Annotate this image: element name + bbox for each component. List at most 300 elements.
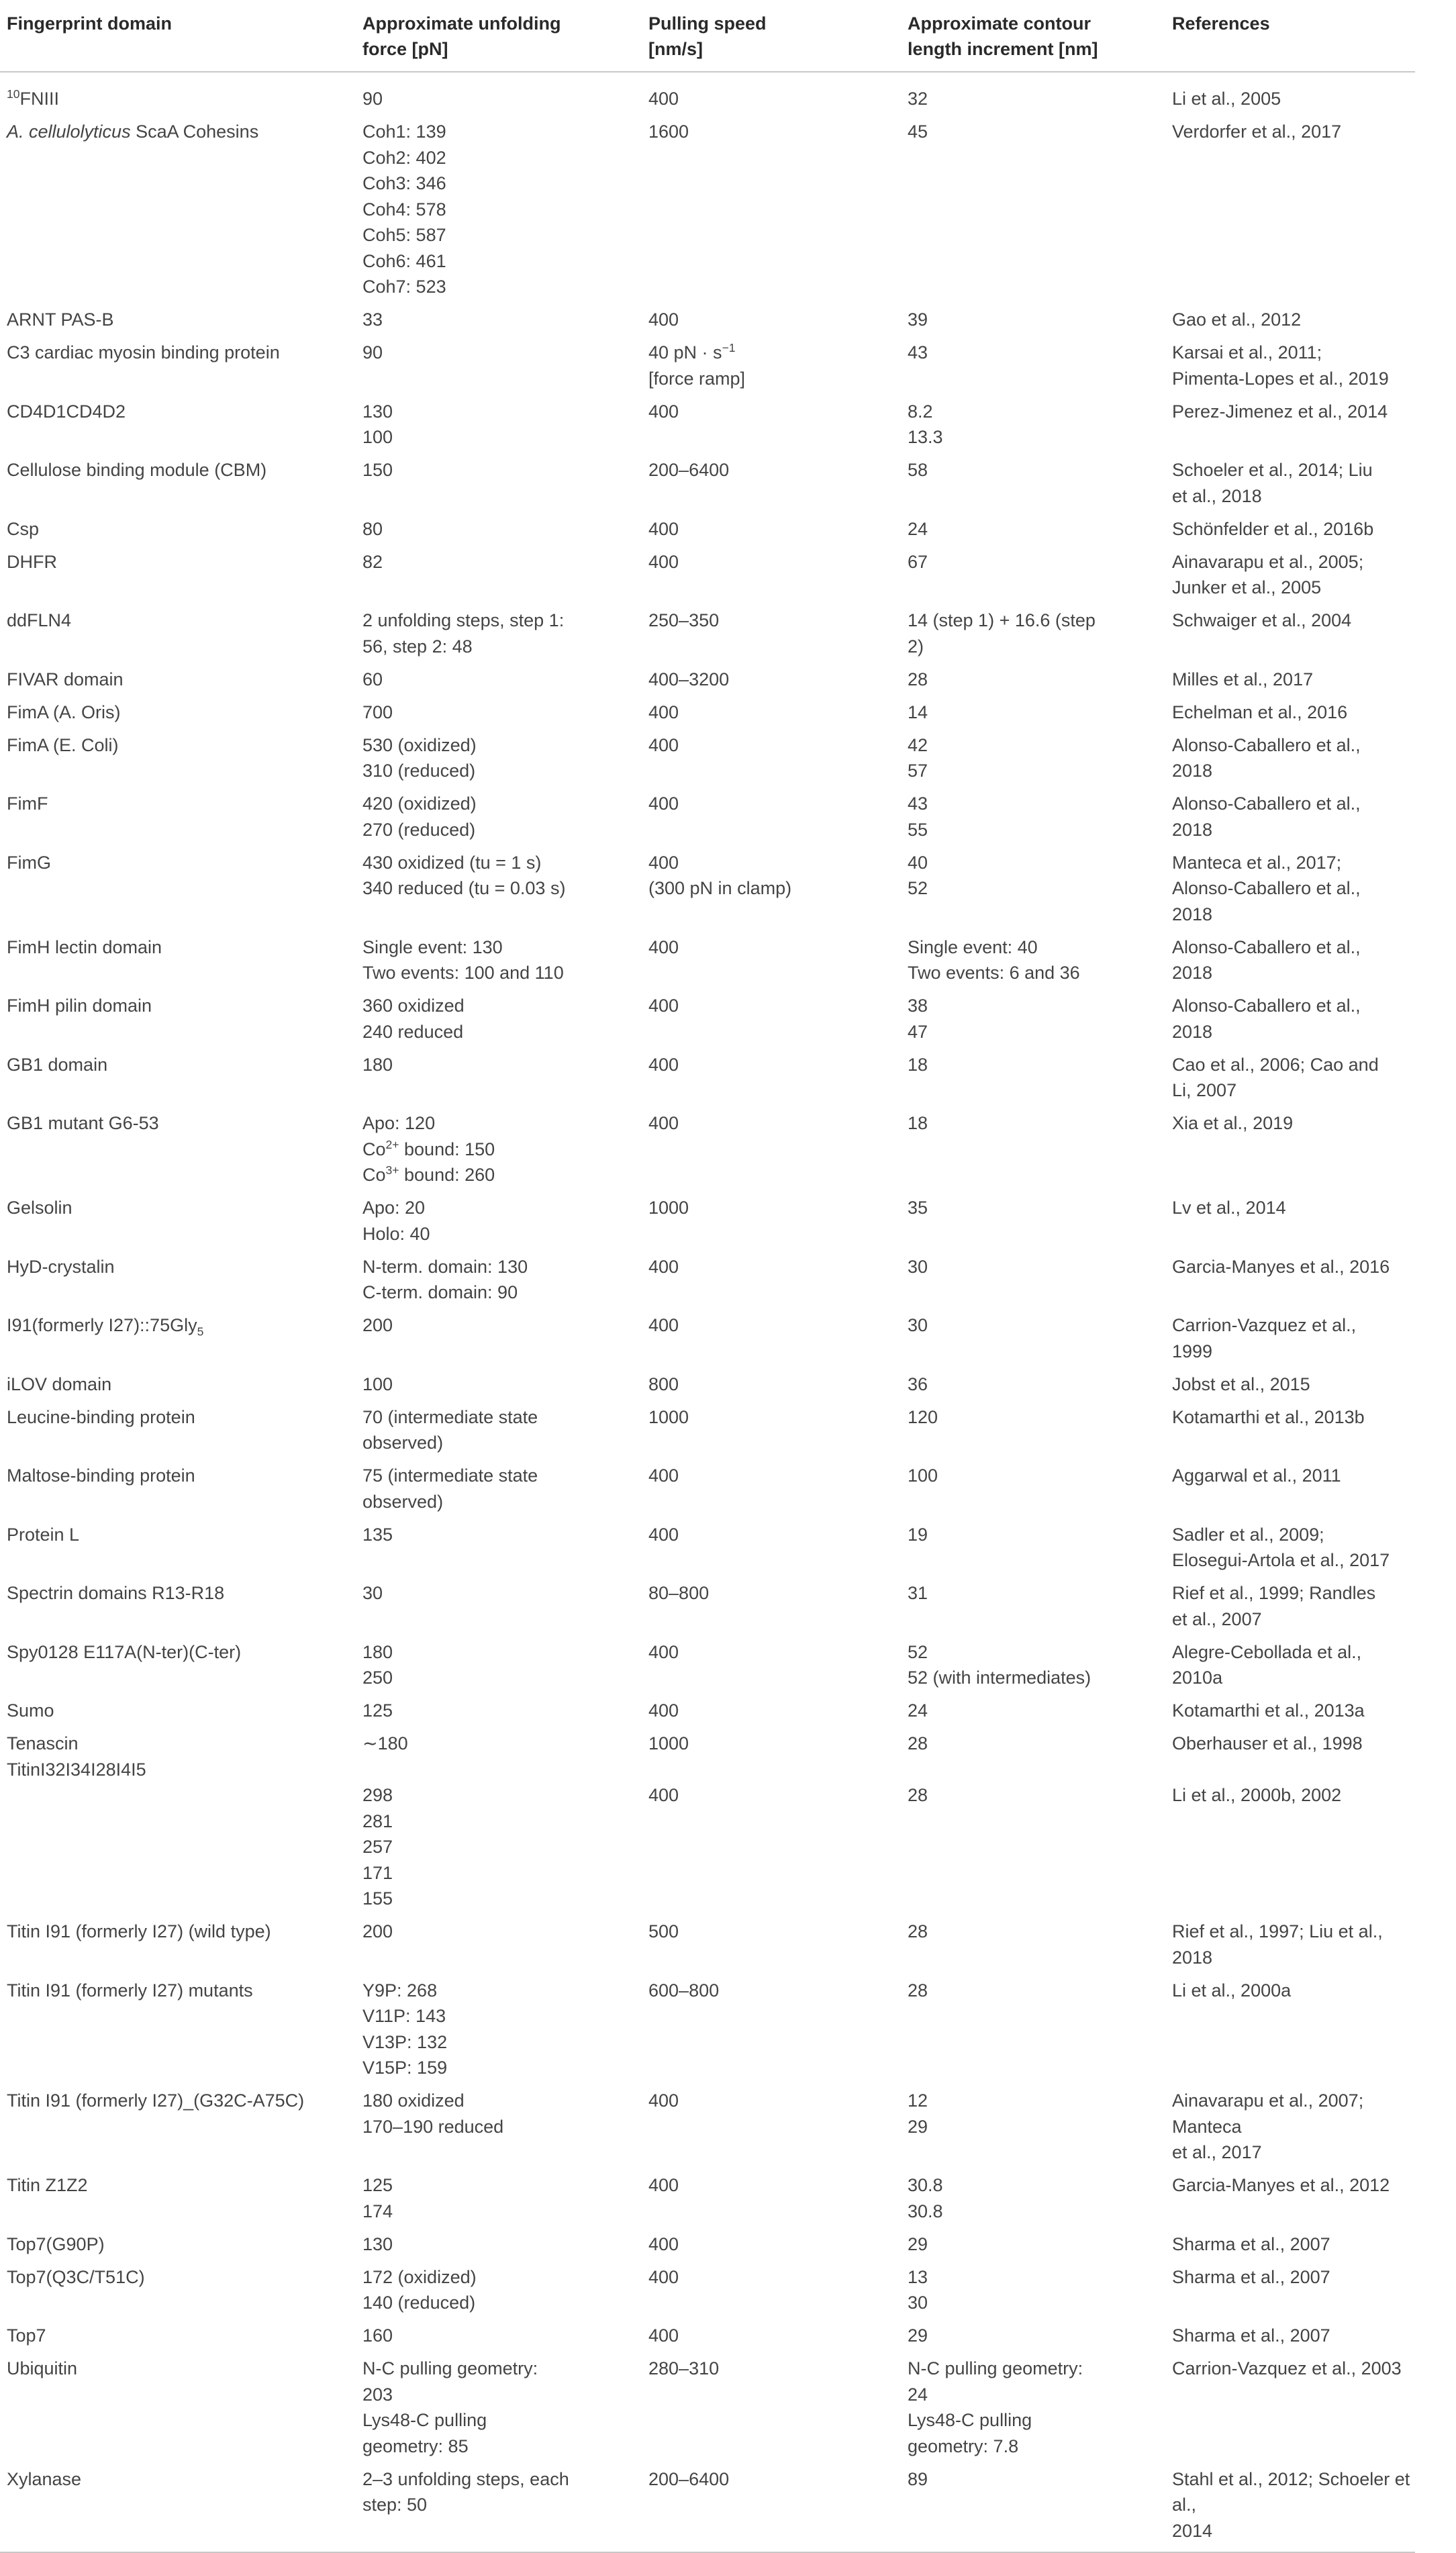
domain-cell <box>0 516 356 549</box>
domain-cell <box>0 1639 356 1698</box>
contour-cell <box>901 1919 1165 1978</box>
cell-line: Single event: 40 <box>908 936 1038 957</box>
reference-cell <box>1165 340 1415 399</box>
speed-cell <box>642 1312 901 1371</box>
speed-cell <box>642 549 901 608</box>
domain-cell <box>0 1254 356 1313</box>
header-line: Pulling speed <box>648 13 767 34</box>
cell-line: 400 <box>648 936 679 957</box>
speed-cell <box>642 2323 901 2356</box>
force-cell <box>356 1919 642 1978</box>
reference-cell <box>1165 2172 1415 2231</box>
reference-cell <box>1165 1698 1415 1731</box>
cell-line: Apo: 20 <box>362 1198 426 1218</box>
cell-line: Xylanase <box>7 2468 82 2489</box>
cell-line: FimH lectin domain <box>7 936 162 957</box>
force-cell <box>356 1463 642 1522</box>
domain-cell <box>0 1919 356 1978</box>
cell-line: 39 <box>908 309 928 330</box>
cell-line: Tenascin <box>7 1733 79 1753</box>
table-row <box>0 1312 1415 1371</box>
reference-cell <box>1165 2231 1415 2264</box>
force-cell <box>356 1312 642 1371</box>
speed-cell <box>642 700 901 732</box>
cell-line: 29 <box>908 2233 928 2254</box>
speed-cell <box>642 2088 901 2172</box>
contour-cell <box>901 993 1165 1052</box>
force-cell <box>356 850 642 934</box>
cell-line: Ubiquitin <box>7 2358 78 2378</box>
domain-cell <box>0 1110 356 1195</box>
force-cell <box>356 399 642 458</box>
force-cell <box>356 2466 642 2553</box>
fingerprint-domains-table <box>0 1 1415 2553</box>
contour-cell <box>901 1110 1165 1195</box>
force-cell <box>356 700 642 732</box>
cell-line: [force ramp] <box>648 368 746 389</box>
cell-line: Spy0128 E117A(N-ter)(C-ter) <box>7 1641 242 1662</box>
cell-line: 400 <box>648 1641 679 1662</box>
cell-line: Sumo <box>7 1700 54 1721</box>
cell-line: 360 oxidized <box>362 996 465 1016</box>
speed-cell <box>642 1580 901 1639</box>
cell-line: 24 <box>908 1700 928 1721</box>
table-row <box>0 1404 1415 1463</box>
force-cell <box>356 2231 642 2264</box>
cell-line: 400 <box>648 2325 679 2346</box>
cell-line: geometry: 85 <box>362 2436 469 2456</box>
cell-line: FimF <box>7 793 48 814</box>
cell-line: FIVAR domain <box>7 669 124 689</box>
cell-line <box>1172 1757 1415 1783</box>
domain-cell <box>0 1052 356 1111</box>
contour-cell <box>901 2231 1165 2264</box>
cell-line: 75 (intermediate state <box>362 1465 538 1486</box>
contour-cell <box>901 608 1165 667</box>
cell-line: 30 <box>362 1583 383 1603</box>
force-cell <box>356 457 642 516</box>
cell-line: 400 <box>648 852 679 873</box>
cell-line: Li, 2007 <box>1172 1080 1237 1100</box>
contour-cell <box>901 1195 1165 1254</box>
cell-line: GB1 domain <box>7 1054 108 1075</box>
cell-line: Y9P: 268 <box>362 1980 438 2001</box>
cell-line: 400 <box>648 734 679 755</box>
force-cell <box>356 119 642 307</box>
cell-line: Titin I91 (formerly I27) mutants <box>7 1980 253 2001</box>
cell-line: 56, step 2: 48 <box>362 636 473 657</box>
cell-line: Li et al., 2000b, 2002 <box>1172 1785 1342 1805</box>
cell-line: 400 <box>648 1054 679 1075</box>
cell-line: N-term. domain: 130 <box>362 1256 528 1277</box>
cell-line: Alonso-Caballero et al., <box>1172 793 1361 814</box>
reference-cell <box>1165 1404 1415 1463</box>
domain-cell <box>0 732 356 791</box>
cell-line: 32 <box>908 89 928 109</box>
cell-line: 1000 <box>648 1198 689 1218</box>
table-row <box>0 791 1415 850</box>
cell-line: A. cellulolyticus ScaA Cohesins <box>7 122 259 142</box>
cell-line: 58 <box>908 460 928 480</box>
domain-cell <box>0 2172 356 2231</box>
cell-line: 400 <box>648 401 679 422</box>
reference-cell <box>1165 1580 1415 1639</box>
table-row <box>0 1110 1415 1195</box>
table-row <box>0 850 1415 934</box>
cell-line: 2) <box>908 636 924 657</box>
speed-cell <box>642 2264 901 2323</box>
cell-line: Spectrin domains R13-R18 <box>7 1583 225 1603</box>
reference-cell <box>1165 791 1415 850</box>
cell-line: 250–350 <box>648 610 720 630</box>
cell-line: Ainavarapu et al., 2007; Manteca <box>1172 2090 1364 2137</box>
contour-cell <box>901 307 1165 340</box>
contour-cell <box>901 1522 1165 1581</box>
domain-cell <box>0 1312 356 1371</box>
cell-line: N-C pulling geometry: <box>908 2358 1083 2378</box>
contour-cell <box>901 1698 1165 1731</box>
force-cell <box>356 791 642 850</box>
table-row <box>0 1254 1415 1313</box>
table-row <box>0 1580 1415 1639</box>
cell-line: 13 <box>908 2266 928 2287</box>
cell-line: 47 <box>908 1021 928 1042</box>
cell-line: FimG <box>7 852 51 873</box>
cell-line: 530 (oxidized) <box>362 734 477 755</box>
table-row <box>0 1978 1415 2088</box>
table-row <box>0 1195 1415 1254</box>
force-cell <box>356 608 642 667</box>
cell-line: 30 <box>908 1256 928 1277</box>
table-row <box>0 307 1415 340</box>
table-row <box>0 1919 1415 1978</box>
reference-cell <box>1165 516 1415 549</box>
speed-cell <box>642 2356 901 2466</box>
cell-line: 52 <box>908 878 928 898</box>
cell-line: 67 <box>908 551 928 572</box>
cell-line: et al., 2007 <box>1172 1608 1262 1629</box>
force-cell <box>356 1731 642 1919</box>
force-cell <box>356 1698 642 1731</box>
domain-cell <box>0 993 356 1052</box>
cell-line: 130 <box>362 401 393 422</box>
cell-line: FimA (E. Coli) <box>7 734 119 755</box>
cell-line: DHFR <box>7 551 57 572</box>
cell-line: observed) <box>362 1491 444 1512</box>
reference-cell <box>1165 2088 1415 2172</box>
speed-cell <box>642 1919 901 1978</box>
contour-cell <box>901 1580 1165 1639</box>
cell-line: 400 <box>648 1700 679 1721</box>
cell-line: 700 <box>362 702 393 722</box>
cell-line: Li et al., 2000a <box>1172 1980 1292 2001</box>
contour-cell <box>901 72 1165 119</box>
contour-cell <box>901 934 1165 994</box>
contour-cell <box>901 791 1165 850</box>
cell-line: Manteca et al., 2017; <box>1172 852 1342 873</box>
domain-cell <box>0 72 356 119</box>
cell-line: Maltose-binding protein <box>7 1465 195 1486</box>
header-line: force [pN] <box>362 39 448 59</box>
cell-line: 90 <box>362 89 383 109</box>
cell-line: ∼180 <box>362 1733 408 1753</box>
cell-line: V13P: 132 <box>362 2031 448 2052</box>
speed-cell <box>642 1978 901 2088</box>
cell-line: N-C pulling geometry: <box>362 2358 538 2378</box>
cell-line: 400 <box>648 1785 679 1805</box>
domain-cell <box>0 1463 356 1522</box>
cell-line <box>648 1757 901 1783</box>
reference-cell <box>1165 993 1415 1052</box>
cell-line: Kotamarthi et al., 2013a <box>1172 1700 1365 1721</box>
reference-cell <box>1165 1195 1415 1254</box>
cell-line: Titin I91 (formerly I27)_(G32C-A75C) <box>7 2090 305 2111</box>
table-row <box>0 2356 1415 2466</box>
table-row <box>0 399 1415 458</box>
cell-line: 400 <box>648 2266 679 2287</box>
cell-line: (300 pN in clamp) <box>648 878 792 898</box>
column-header-speed <box>642 1 901 72</box>
cell-line: 125 <box>362 1700 393 1721</box>
force-cell <box>356 549 642 608</box>
cell-line: Carrion-Vazquez et al., 2003 <box>1172 2358 1402 2378</box>
cell-line: 38 <box>908 996 928 1016</box>
cell-line: Top7(G90P) <box>7 2233 105 2254</box>
table-row <box>0 2088 1415 2172</box>
cell-line: 100 <box>908 1465 938 1486</box>
contour-cell <box>901 2466 1165 2553</box>
column-header-domain <box>0 1 356 72</box>
reference-cell <box>1165 1522 1415 1581</box>
speed-cell <box>642 2231 901 2264</box>
cell-line: 180 <box>362 1641 393 1662</box>
cell-line: V15P: 159 <box>362 2058 448 2078</box>
cell-line: 270 (reduced) <box>362 819 476 840</box>
domain-cell <box>0 2356 356 2466</box>
speed-cell <box>642 119 901 307</box>
cell-line: 18 <box>908 1054 928 1075</box>
cell-line: Alonso-Caballero et al., <box>1172 878 1361 898</box>
contour-cell <box>901 516 1165 549</box>
cell-line: 80–800 <box>648 1583 710 1603</box>
cell-line: Two events: 6 and 36 <box>908 963 1080 983</box>
reference-cell <box>1165 549 1415 608</box>
cell-line: 2018 <box>1172 761 1213 781</box>
cell-line: 1600 <box>648 122 689 142</box>
table-row <box>0 732 1415 791</box>
subscript: 5 <box>197 1324 204 1339</box>
superscript: 3+ <box>385 1163 399 1177</box>
speed-cell <box>642 1371 901 1404</box>
table-row <box>0 2231 1415 2264</box>
cell-line: Elosegui-Artola et al., 2017 <box>1172 1550 1390 1570</box>
cell-line: 135 <box>362 1524 393 1545</box>
force-cell <box>356 993 642 1052</box>
cell-line: Cao et al., 2006; Cao and <box>1172 1054 1379 1075</box>
cell-line: Junker et al., 2005 <box>1172 577 1322 597</box>
cell-line: Gelsolin <box>7 1198 72 1218</box>
cell-line: 28 <box>908 669 928 689</box>
cell-line: C-term. domain: 90 <box>362 1282 518 1302</box>
cell-line: Carrion-Vazquez et al., <box>1172 1315 1357 1335</box>
cell-line: Sadler et al., 2009; <box>1172 1524 1324 1545</box>
cell-line: 31 <box>908 1583 928 1603</box>
cell-line: 180 <box>362 1054 393 1075</box>
cell-line: 13.3 <box>908 427 943 447</box>
domain-cell <box>0 340 356 399</box>
contour-cell <box>901 1312 1165 1371</box>
contour-cell <box>901 399 1165 458</box>
table-row <box>0 1731 1415 1919</box>
domain-cell <box>0 119 356 307</box>
contour-cell <box>901 2264 1165 2323</box>
cell-line: 40 <box>908 852 928 873</box>
contour-cell <box>901 850 1165 934</box>
reference-cell <box>1165 307 1415 340</box>
cell-line: 340 reduced (tu = 0.03 s) <box>362 878 566 898</box>
cell-line: geometry: 7.8 <box>908 2436 1019 2456</box>
contour-cell <box>901 457 1165 516</box>
cell-line: 400 <box>648 1256 679 1277</box>
cell-line: 30 <box>908 1315 928 1335</box>
reference-cell <box>1165 2356 1415 2466</box>
reference-cell <box>1165 399 1415 458</box>
column-header-force <box>356 1 642 72</box>
speed-cell <box>642 791 901 850</box>
force-cell <box>356 516 642 549</box>
superscript: 10 <box>7 87 20 101</box>
speed-cell <box>642 1052 901 1111</box>
cell-line: 400 <box>648 996 679 1016</box>
cell-line: 400–3200 <box>648 669 730 689</box>
table-row <box>0 700 1415 732</box>
cell-line: 57 <box>908 761 928 781</box>
speed-cell <box>642 516 901 549</box>
domain-cell <box>0 1195 356 1254</box>
cell-line: 150 <box>362 460 393 480</box>
speed-cell <box>642 2466 901 2553</box>
contour-cell <box>901 119 1165 307</box>
cell-line: Karsai et al., 2011; <box>1172 342 1322 363</box>
cell-line: 430 oxidized (tu = 1 s) <box>362 852 542 873</box>
cell-line: Sharma et al., 2007 <box>1172 2325 1330 2346</box>
contour-cell <box>901 2172 1165 2231</box>
cell-line: 400 <box>648 1524 679 1545</box>
domain-cell <box>0 399 356 458</box>
cell-line <box>362 1757 642 1783</box>
force-cell <box>356 1404 642 1463</box>
reference-cell <box>1165 1978 1415 2088</box>
cell-line: Alegre-Cebollada et al., <box>1172 1641 1362 1662</box>
cell-line: Apo: 120 <box>362 1113 436 1133</box>
domain-cell <box>0 700 356 732</box>
cell-line: ARNT PAS-B <box>7 309 114 330</box>
superscript: 2+ <box>385 1137 399 1151</box>
force-cell <box>356 340 642 399</box>
domain-cell <box>0 934 356 994</box>
force-cell <box>356 2088 642 2172</box>
cell-line: Coh4: 578 <box>362 199 446 220</box>
reference-cell <box>1165 1919 1415 1978</box>
table-row <box>0 2466 1415 2553</box>
cell-line: Coh1: 139 <box>362 122 446 142</box>
cell-line: Alonso-Caballero et al., <box>1172 996 1361 1016</box>
cell-line: Schwaiger et al., 2004 <box>1172 610 1352 630</box>
cell-line: Xia et al., 2019 <box>1172 1113 1294 1133</box>
cell-line: Protein L <box>7 1524 80 1545</box>
cell-line: 43 <box>908 342 928 363</box>
cell-line: Perez-Jimenez et al., 2014 <box>1172 401 1388 422</box>
cell-line: Coh7: 523 <box>362 277 446 297</box>
cell-line: 200–6400 <box>648 2468 730 2489</box>
cell-line: Alonso-Caballero et al., <box>1172 734 1361 755</box>
reference-cell <box>1165 1110 1415 1195</box>
cell-line: Coh5: 587 <box>362 225 446 245</box>
domain-cell <box>0 2466 356 2553</box>
cell-line: 400 <box>648 793 679 814</box>
table-row <box>0 2172 1415 2231</box>
cell-line: Schoeler et al., 2014; Liu <box>1172 460 1373 480</box>
cell-line: 52 (with intermediates) <box>908 1668 1091 1688</box>
speed-cell <box>642 608 901 667</box>
cell-line: Coh2: 402 <box>362 147 446 168</box>
table-row <box>0 993 1415 1052</box>
cell-line: Coh6: 461 <box>362 250 446 271</box>
force-cell <box>356 1195 642 1254</box>
domain-cell <box>0 2323 356 2356</box>
force-cell <box>356 1110 642 1195</box>
cell-line: 240 reduced <box>362 1021 464 1042</box>
cell-line: 2018 <box>1172 819 1213 840</box>
force-cell <box>356 1371 642 1404</box>
cell-line: Titin I91 (formerly I27) (wild type) <box>7 1921 271 1941</box>
speed-cell <box>642 667 901 700</box>
cell-line: 24 <box>908 2384 928 2405</box>
cell-line: Pimenta-Lopes et al., 2019 <box>1172 368 1389 389</box>
table-body <box>0 72 1415 2552</box>
speed-cell <box>642 1404 901 1463</box>
column-header-contour <box>901 1 1165 72</box>
reference-cell <box>1165 1463 1415 1522</box>
cell-line: CD4D1CD4D2 <box>7 401 126 422</box>
cell-line: 500 <box>648 1921 679 1941</box>
cell-line: step: 50 <box>362 2495 428 2515</box>
cell-line: 2018 <box>1172 963 1213 983</box>
cell-line: 8.2 <box>908 401 933 422</box>
force-cell <box>356 1522 642 1581</box>
domain-cell <box>0 2231 356 2264</box>
domain-cell <box>0 307 356 340</box>
reference-cell <box>1165 1639 1415 1698</box>
cell-line: 170–190 reduced <box>362 2116 504 2137</box>
cell-line: 600–800 <box>648 1980 720 2001</box>
reference-cell <box>1165 1052 1415 1111</box>
reference-cell <box>1165 1254 1415 1313</box>
table-row <box>0 1463 1415 1522</box>
cell-line: et al., 2018 <box>1172 485 1262 506</box>
contour-cell <box>901 667 1165 700</box>
cell-line: 2 unfolding steps, step 1: <box>362 610 565 630</box>
domain-cell <box>0 1978 356 2088</box>
cell-line: Milles et al., 2017 <box>1172 669 1314 689</box>
reference-cell <box>1165 119 1415 307</box>
cell-line: 400 <box>648 2175 679 2195</box>
header-line: Fingerprint domain <box>7 13 172 34</box>
cell-line: Lv et al., 2014 <box>1172 1198 1286 1218</box>
cell-line: V11P: 143 <box>362 2006 446 2026</box>
cell-line: 125 <box>362 2175 393 2195</box>
cell-line: 160 <box>362 2325 393 2346</box>
